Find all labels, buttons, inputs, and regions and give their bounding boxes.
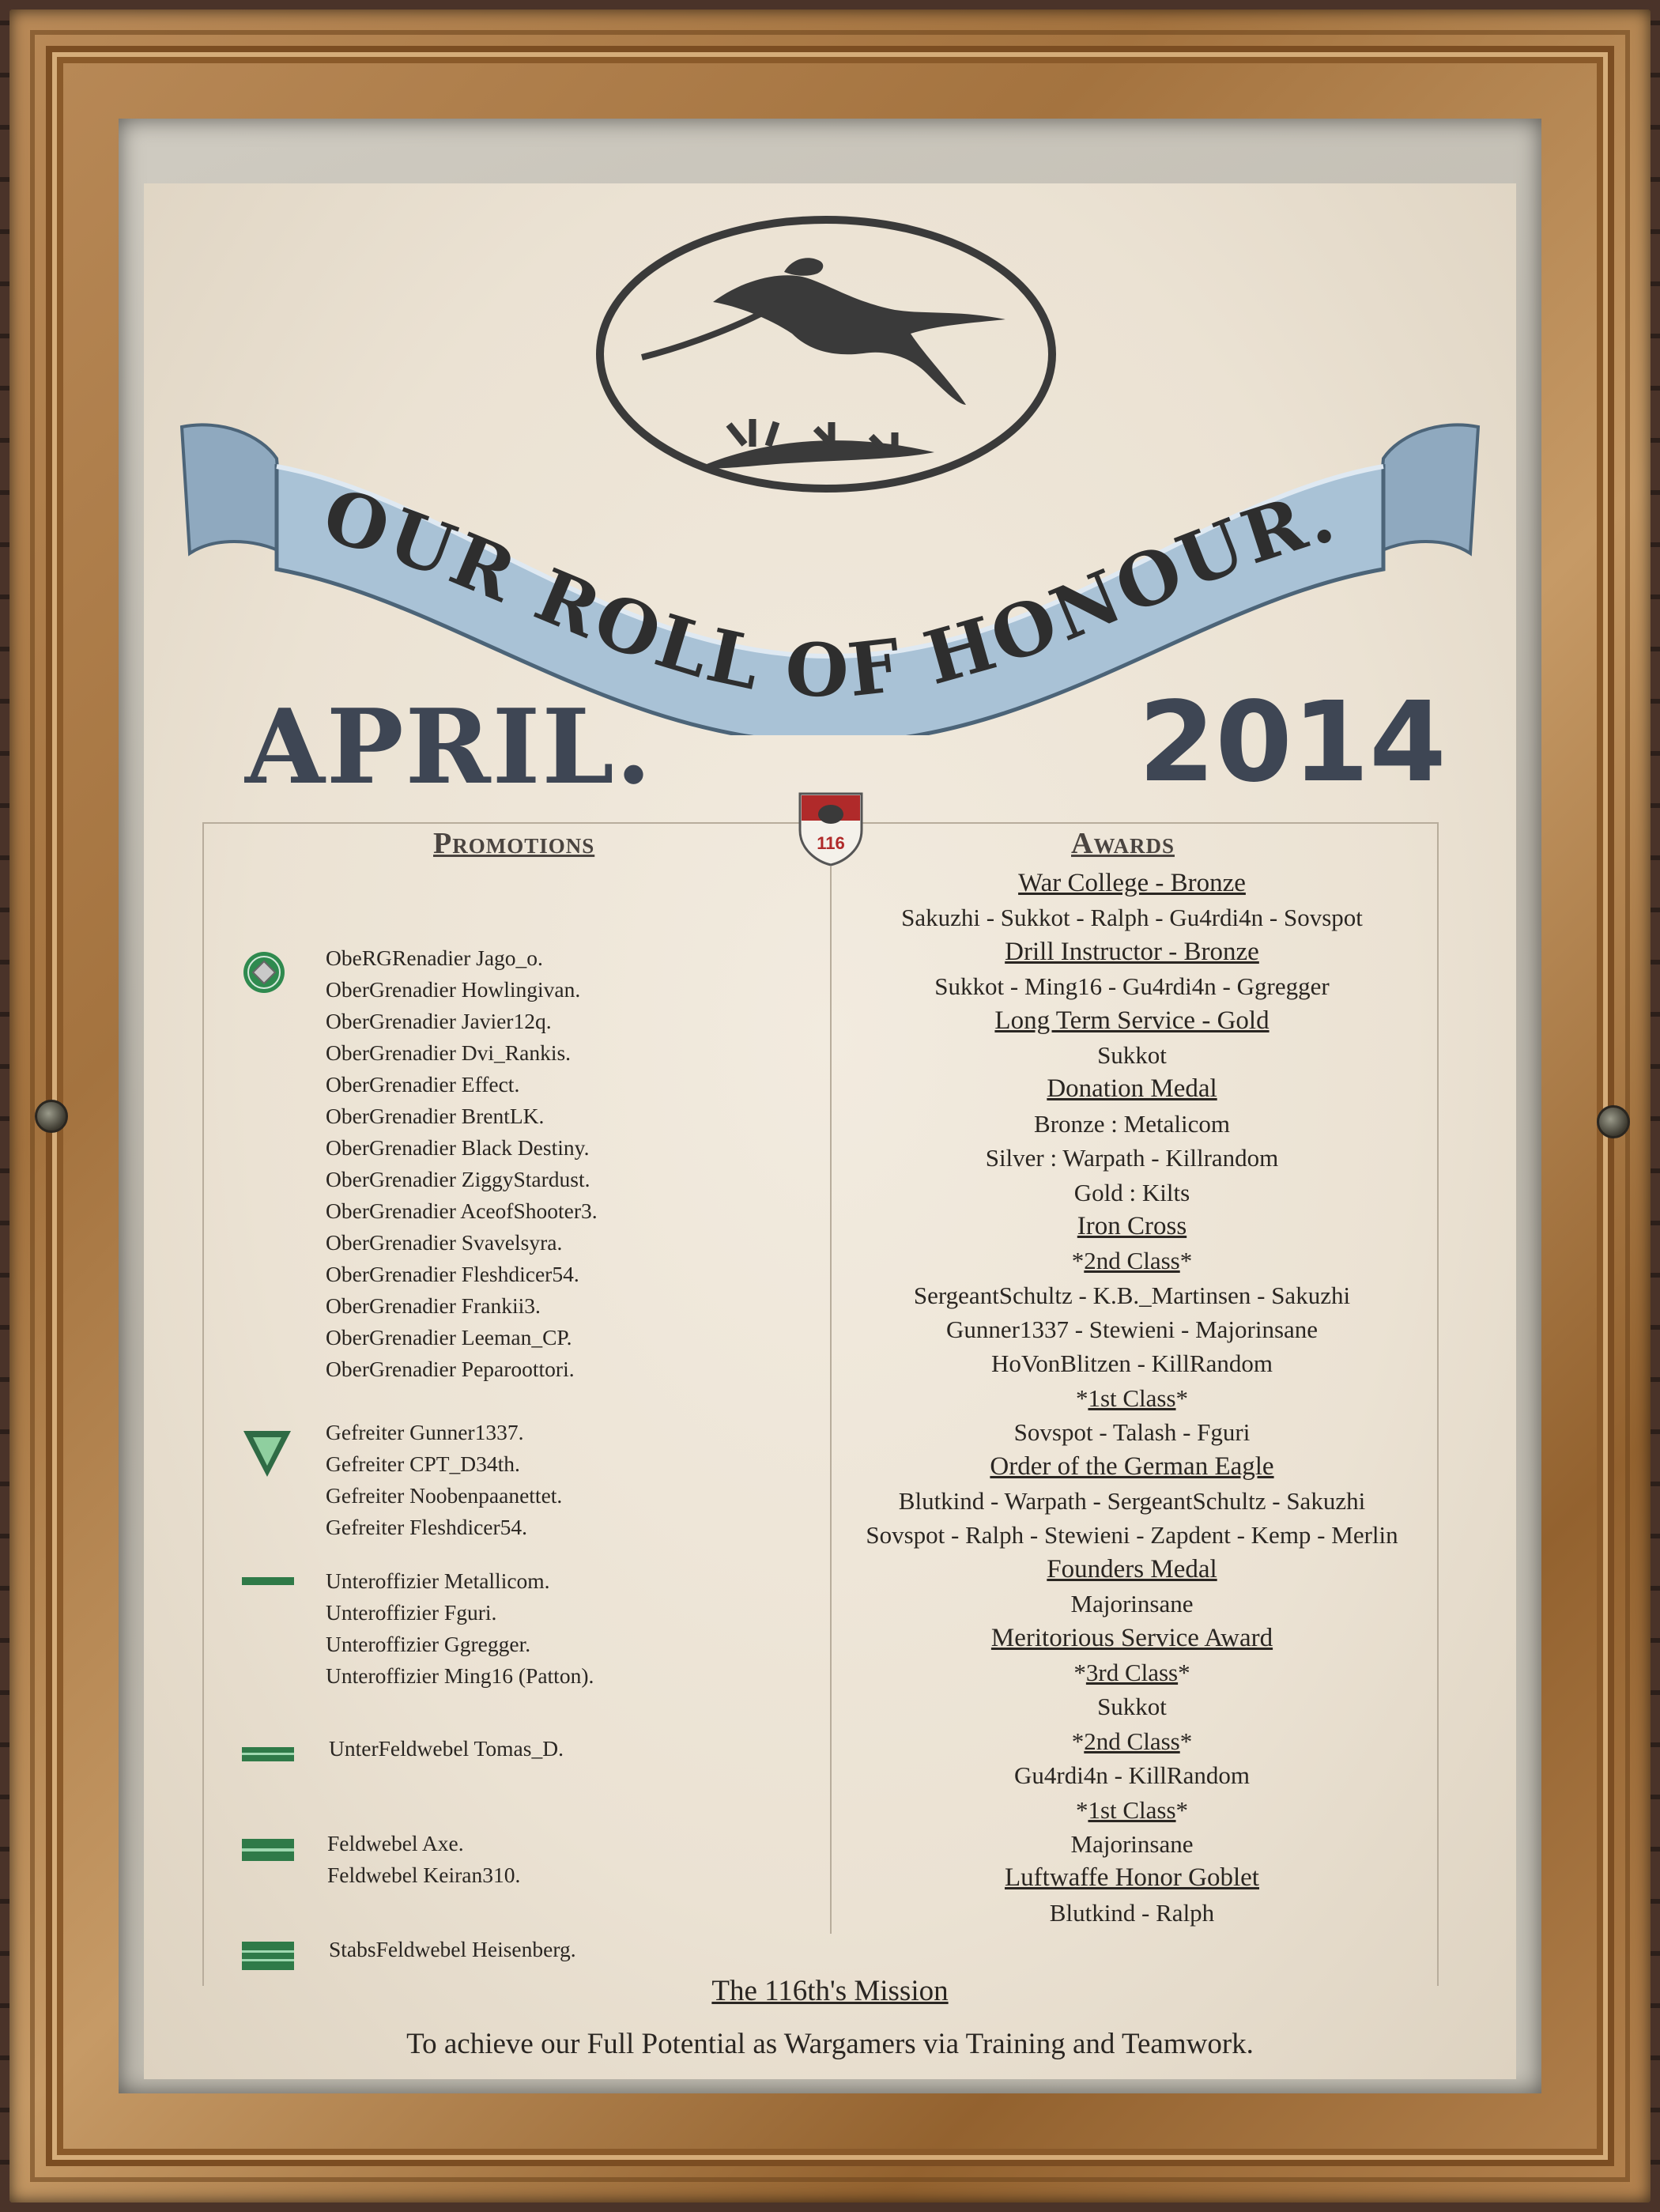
award-recipients: HoVonBlitzen - KillRandom xyxy=(991,1349,1273,1378)
award-recipients: *2nd Class* xyxy=(1071,1247,1193,1275)
promotions-heading: Promotions xyxy=(433,827,595,860)
award-title: Order of the German Eagle xyxy=(990,1451,1274,1481)
promotion-group-obergrenadier xyxy=(326,942,598,1385)
promotion-entry: OberGrenadier Leeman_CP. xyxy=(326,1325,572,1349)
award-recipients: Blutkind - Ralph xyxy=(1049,1898,1215,1927)
promotion-entry: OberGrenadier AceofShooter3. xyxy=(326,1198,598,1223)
year-title: 2014 xyxy=(1138,678,1447,807)
promotion-group-feldwebel xyxy=(327,1828,520,1891)
award-recipients: Silver : Warpath - Killrandom xyxy=(985,1144,1279,1172)
award-recipients: Blutkind - Warpath - SergeantSchultz - Sakuzhi xyxy=(898,1487,1366,1516)
promotion-entry: Unteroffizier Ming16 (Patton). xyxy=(326,1663,594,1688)
stabsfeldwebel-bar-icon xyxy=(242,1942,294,1970)
promotion-entry: Gefreiter CPT_D34th. xyxy=(326,1451,520,1476)
promotion-group-gefreiter xyxy=(326,1417,562,1543)
unteroffizier-bar-icon xyxy=(242,1576,294,1587)
award-recipients: Sovspot - Ralph - Stewieni - Zapdent - Kemp - Merlin xyxy=(866,1521,1398,1550)
regiment-shield-icon xyxy=(797,791,865,866)
promotion-entry: Unteroffizier Fguri. xyxy=(326,1600,497,1625)
promotion-group-stabsfeldwebel xyxy=(329,1934,576,1965)
promotion-entry: StabsFeldwebel Heisenberg. xyxy=(329,1937,576,1961)
promotion-entry: OberGrenadier Dvi_Rankis. xyxy=(326,1040,572,1065)
promotion-entry: OberGrenadier Svavelsyra. xyxy=(326,1230,563,1255)
promotion-entry: OberGrenadier Javier12q. xyxy=(326,1009,552,1033)
promotion-entry: OberGrenadier Frankii3. xyxy=(326,1293,541,1318)
award-recipients: Sakuzhi - Sukkot - Ralph - Gu4rdi4n - Sovspot xyxy=(901,904,1363,932)
award-title: Luftwaffe Honor Goblet xyxy=(1005,1863,1259,1893)
award-recipients: SergeantSchultz - K.B._Martinsen - Sakuzhi xyxy=(913,1281,1351,1309)
promotion-entry: Unteroffizier Metallicom. xyxy=(326,1568,550,1593)
right-screw-icon xyxy=(1597,1105,1630,1138)
award-title: Founders Medal xyxy=(1047,1554,1217,1584)
promotion-entry: Feldwebel Axe. xyxy=(327,1831,464,1855)
month-title: APRIL . xyxy=(245,686,653,807)
award-title: War College - Bronze xyxy=(1018,869,1246,897)
promotion-entry: Gefreiter Fleshdicer54. xyxy=(326,1515,528,1539)
awards-heading: Awards xyxy=(1071,827,1175,860)
promotion-entry: OberGrenadier Pераroottori. xyxy=(326,1357,575,1381)
promotion-entry: Gefreiter Gunner1337. xyxy=(326,1420,524,1444)
promotion-entry: OberGrenadier Fleshdicer54. xyxy=(326,1262,579,1286)
left-screw-icon xyxy=(35,1100,68,1133)
award-recipients: Gu4rdi4n - KillRandom xyxy=(1014,1761,1250,1790)
award-recipients: *2nd Class* xyxy=(1071,1727,1193,1755)
shield-number: 116 xyxy=(817,833,845,853)
award-recipients: Majorinsane xyxy=(1070,1590,1194,1618)
award-title: Meritorious Service Award xyxy=(990,1623,1273,1652)
award-recipients: *3rd Class* xyxy=(1073,1658,1190,1686)
award-title: Drill Instructor - Bronze xyxy=(1005,937,1259,966)
column-divider xyxy=(830,866,832,1934)
award-recipients: Sukkot xyxy=(1097,1040,1167,1069)
promotion-entry: Gefreiter Noobenpaanettet. xyxy=(326,1483,563,1508)
mission-title: The 116th's Mission xyxy=(711,1975,949,2007)
promotion-group-unteroffizier xyxy=(326,1565,594,1692)
unterfeldwebel-bar-icon xyxy=(242,1746,294,1763)
award-recipients: *1st Class* xyxy=(1075,1383,1189,1412)
banner-title: OUR ROLL OF HONOUR. xyxy=(314,472,1345,714)
gefreiter-chevron-icon xyxy=(242,1428,292,1478)
obergrenadier-diamond-icon xyxy=(242,950,286,995)
award-recipients: Sovspot - Talash - Fguri xyxy=(1013,1418,1251,1447)
promotion-entry: OberGrenadier Black Destiny. xyxy=(326,1135,590,1160)
promotion-entry: ObeRGRenadier Jago_o. xyxy=(326,946,543,970)
feldwebel-bar-icon xyxy=(242,1839,294,1861)
award-recipients: Bronze : Metalicom xyxy=(1034,1109,1230,1138)
award-title: Long Term Service - Gold xyxy=(994,1006,1270,1035)
promotion-entry: Feldwebel Keiran310. xyxy=(327,1863,521,1887)
promotion-entry: UnterFeldwebel Tomas_D. xyxy=(329,1736,564,1761)
award-recipients: Gunner1337 - Stewieni - Majorinsane xyxy=(945,1315,1319,1344)
award-recipients: Sukkot xyxy=(1097,1693,1167,1721)
award-title: Iron Cross xyxy=(1077,1211,1187,1240)
promotion-entry: OberGrenadier Effect. xyxy=(326,1072,520,1097)
award-title: Donation Medal xyxy=(1047,1074,1217,1104)
promotion-entry: OberGrenadier BrentLK. xyxy=(326,1104,545,1128)
award-recipients: Majorinsane xyxy=(1070,1829,1194,1858)
award-recipients: Sukkot - Ming16 - Gu4rdi4n - Ggregger xyxy=(934,972,1330,1001)
promotion-entry: Unteroffizier Ggregger. xyxy=(326,1632,531,1656)
awards-list xyxy=(839,866,1424,1930)
promotion-entry: OberGrenadier ZiggyStardust. xyxy=(326,1167,590,1191)
promotion-group-unterfeldwebel xyxy=(329,1733,564,1765)
mission-statement: To achieve our Full Potential as Wargamers via Training and Teamwork. xyxy=(406,2028,1254,2060)
promotion-entry: OberGrenadier Howlingivan. xyxy=(326,977,581,1002)
award-recipients: *1st Class* xyxy=(1075,1795,1189,1824)
award-recipients: Gold : Kilts xyxy=(1073,1178,1190,1206)
